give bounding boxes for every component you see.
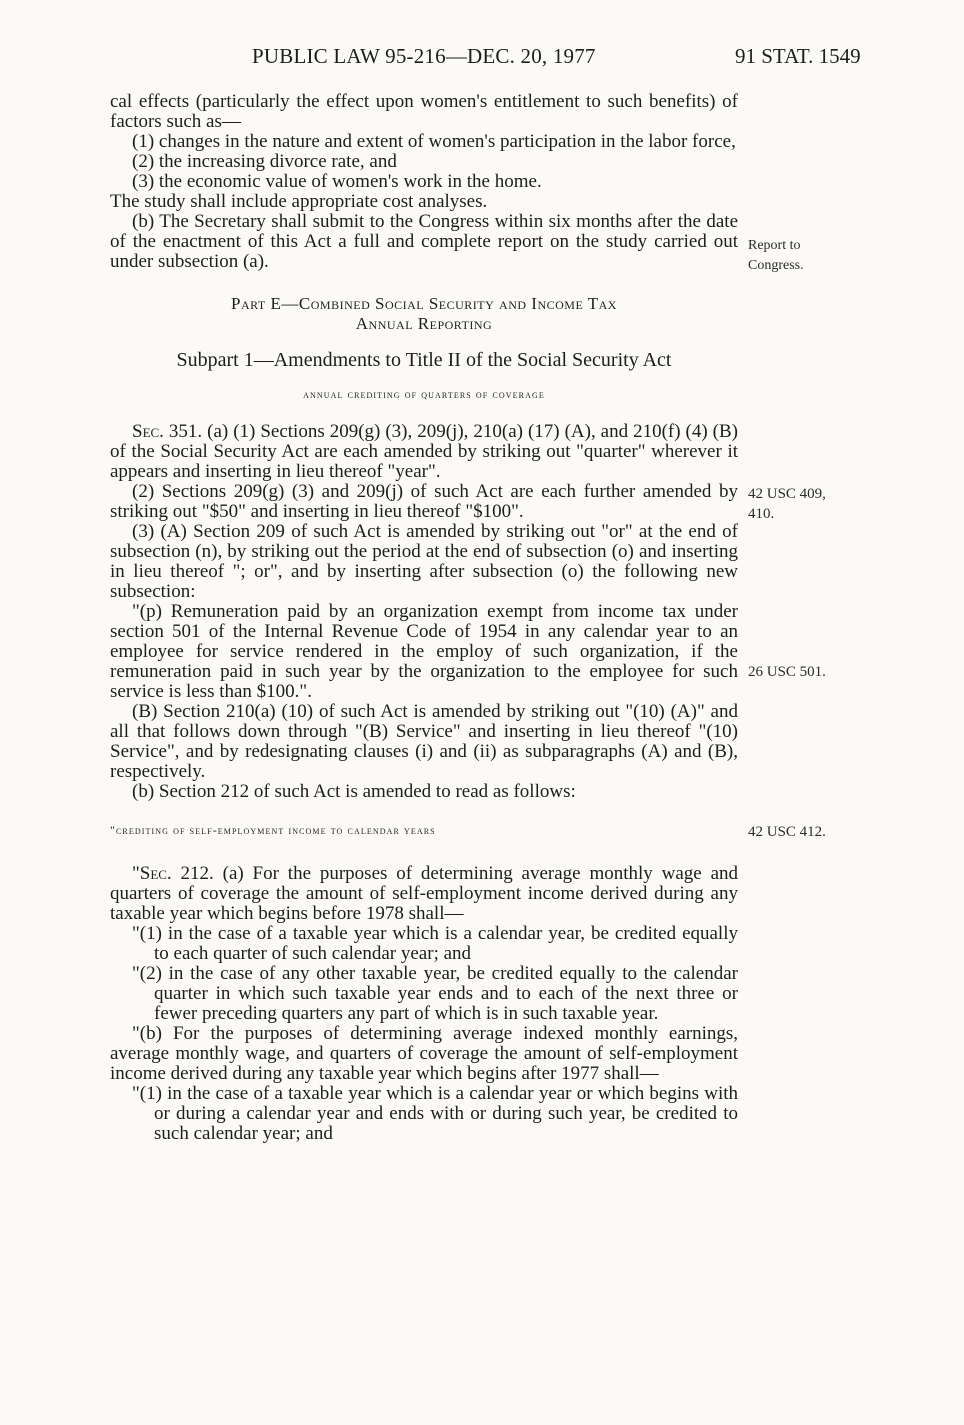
margin-note-usc-409 [748, 484, 826, 524]
list-item: "(2) in the case of any other taxable year, be credited equally to the calendar quarter in which such taxable year ends and to each of the next three or fewer preceding quarters any part of which is in such taxable year. [132, 963, 738, 1024]
paragraph: (B) Section 210(a) (10) of such Act is amended by striking out "(10) (A)" and all that follows down through "(B) Service" and inserting in lieu thereof "(10) Service", and by redesignating clauses (i) and (ii) as subparagraphs (A) and (B), respectively. [110, 701, 738, 782]
margin-note-line: Congress. [748, 258, 804, 273]
list-item: (3) the economic value of women's work in the home. [132, 171, 542, 192]
statute-page-number: 91 STAT. 1549 [735, 44, 861, 68]
paragraph [110, 422, 738, 482]
paragraph: cal effects (particularly the effect upon women's entitlement to such benefits) of factors such as— [110, 91, 738, 132]
body-text [110, 92, 738, 1144]
paragraph: (b) The Secretary shall submit to the Congress within six months after the date of the enactment of this Act a full and complete report on the study carried out under subsection (a). [110, 211, 738, 272]
running-title: PUBLIC LAW 95-216—DEC. 20, 1977 [252, 44, 596, 68]
paragraph: "(p) Remuneration paid by an organization exempt from income tax under section 501 of the Internal Revenue Code of 1954 in any calendar year to an employee for service rendered in the employ of such organization, if the remuneration paid in such year by the organization to the employee for such service is less than $100.". [110, 601, 738, 702]
margin-note-line: 410. [748, 506, 775, 522]
list-item: (2) the increasing divorce rate, and [132, 151, 397, 172]
margin-note-line: 42 USC 409, [748, 486, 826, 502]
list-item: (1) changes in the nature and extent of women's participation in the labor force, [132, 131, 736, 152]
list-item: "(1) in the case of a taxable year which is a calendar year, be credited equally to each quarter of such calendar year; and [132, 923, 738, 964]
section-text: 212. (a) For the purposes of determining average monthly wage and quarters of coverage the amount of self-employment income derived during any taxable year which begins before 1978 shall— [110, 863, 738, 924]
section-heading: annual crediting of quarters of coverage [303, 387, 545, 401]
margin-note-report [748, 236, 804, 276]
page-header [0, 44, 964, 74]
part-heading-line: Part E—Combined Social Security and Income Tax [231, 294, 617, 313]
section-label: "Sec. [132, 863, 172, 884]
section-label: Sec. [132, 421, 164, 442]
paragraph: The study shall include appropriate cost analyses. [110, 191, 488, 212]
paragraph [110, 864, 738, 924]
paragraph: (b) Section 212 of such Act is amended to read as follows: [132, 781, 576, 802]
paragraph: (2) Sections 209(g) (3) and 209(j) of such Act are each further amended by striking out "$50" and inserting in lieu thereof "$100". [110, 481, 738, 522]
paragraph: (3) (A) Section 209 of such Act is amended by striking out "or" at the end of subsection (n), by striking out the period at the end of subsection (o) and inserting in lieu thereof "; or", and by inserting after subsection (o) the following new subsection: [110, 521, 738, 602]
section-text: 351. (a) (1) Sections 209(g) (3), 209(j), 210(a) (17) (A), and 210(f) (4) (B) of the Social Security Act are each amended by striking out "quarter" wherever it appears and inserting in lieu thereof "year". [110, 421, 738, 482]
list-item: "(1) in the case of a taxable year which is a calendar year or which begins with or during a calendar year and ends with or during such year, be credited to such calendar year; and [132, 1083, 738, 1144]
margin-note-usc-501: 26 USC 501. [748, 664, 826, 680]
margin-note-line: Report to [748, 238, 801, 253]
part-heading-line: Annual Reporting [355, 314, 493, 333]
section-heading: "crediting of self-employment income to calendar years [110, 823, 436, 837]
paragraph: "(b) For the purposes of determining average indexed monthly earnings, average monthly wage, and quarters of coverage the amount of self-employment income derived during any taxable year which begins after 1977 shall— [110, 1023, 738, 1084]
margin-note-usc-412: 42 USC 412. [748, 824, 826, 840]
subpart-heading: Subpart 1—Amendments to Title II of the Social Security Act [176, 349, 672, 371]
part-heading [110, 294, 738, 334]
